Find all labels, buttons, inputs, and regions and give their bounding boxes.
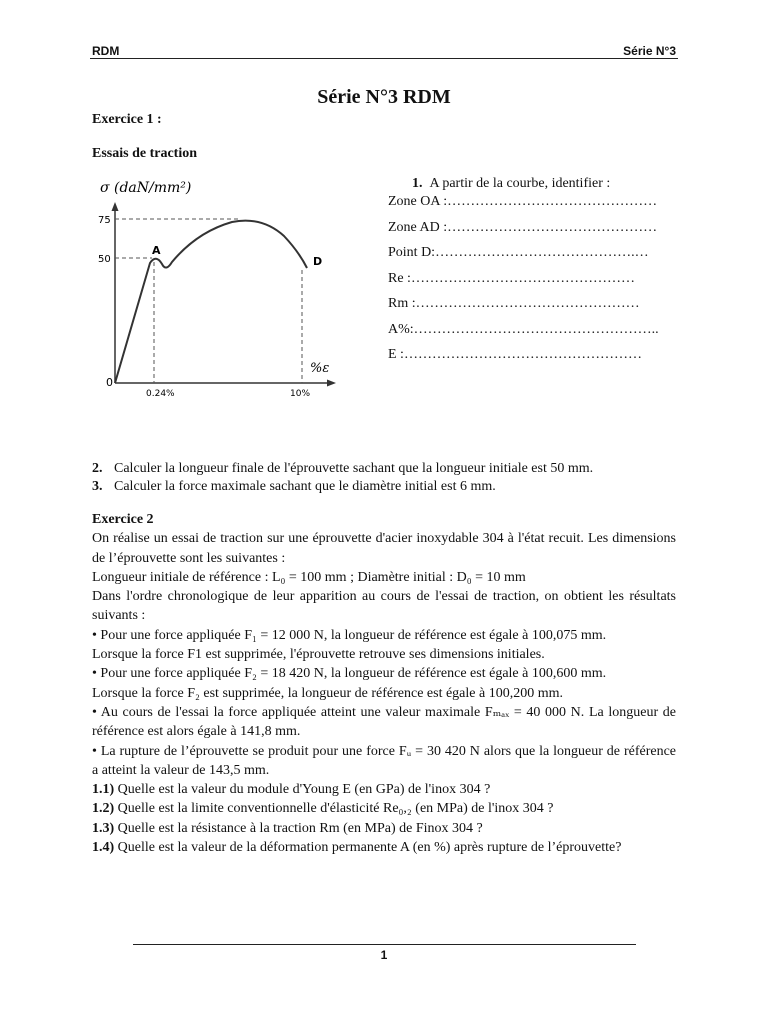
stress-strain-graph <box>92 170 342 405</box>
y-tick-50: 50 <box>98 254 111 265</box>
question3 <box>92 479 678 497</box>
header-right: Série N°3 <box>623 44 676 58</box>
question-1-4-number: 1.4) <box>92 840 115 856</box>
zone-oa-line: Zone OA :……………………………………… <box>388 194 658 209</box>
page-title: Série N°3 RDM <box>317 86 451 108</box>
x-tick-10: 10% <box>290 389 311 399</box>
stress-strain-curve <box>115 221 307 383</box>
exercise2-dimensions: Longueur initiale de référence : L₀ = 100 mm ; Diamètre initial : D₀ = 10 mm <box>92 569 526 585</box>
question-1-1-number: 1.1) <box>92 782 115 798</box>
exercise1-questions <box>92 461 678 497</box>
e-line: E :…………………………………………… <box>388 347 642 362</box>
question-1-4 <box>92 838 676 857</box>
y-axis-label: σ (daN/mm²) <box>100 180 192 196</box>
question1-text: A partir de la courbe, identifier : <box>429 176 611 191</box>
question-1-1-text: Quelle est la valeur du module d'Young E (en GPa) de l'inox 304 ? <box>114 782 491 798</box>
question2-number: 2. <box>92 461 103 476</box>
zone-ad-line: Zone AD :……………………………………… <box>388 219 658 235</box>
y-tick-0: 0 <box>106 376 113 389</box>
exercise2-heading: Exercice 2 <box>92 512 154 527</box>
point-a-label: A <box>152 244 161 257</box>
result-f1: • Pour une force appliquée F₁ = 12 000 N, la longueur de référence est égale à 100,075 mm. <box>92 627 607 643</box>
question-1-4-text: Quelle est la valeur de la déformation permanente A (en %) après rupture de l’éprouvette? <box>114 840 622 856</box>
page-number: 1 <box>380 948 388 962</box>
y-axis-arrow <box>112 202 119 211</box>
question3-text: Calculer la force maximale sachant que le diamètre initial est 6 mm. <box>114 479 496 494</box>
header-divider <box>90 58 678 59</box>
result-f1-unload: Lorsque la force F1 est supprimée, l'éprouvette retrouve ses dimensions initiales. <box>92 647 545 663</box>
question-1-2-number: 1.2) <box>92 801 115 817</box>
header-left: RDM <box>92 44 120 58</box>
exercise2-results-intro: Dans l'ordre chronologique de leur apparition au cours de l'essai de traction, on obtient les résultats suivants : <box>92 589 676 624</box>
exercise2-block <box>92 510 676 857</box>
question1-number: 1. <box>412 176 423 191</box>
question-1-2 <box>92 799 676 818</box>
rm-line: Rm :………………………………………… <box>388 296 640 311</box>
question2 <box>92 461 678 479</box>
result-fmax: • Au cours de l'essai la force appliquée atteint une valeur maximale Fₘₐₓ = 40 000 N. La longueur de référence est alors égale à 141,8 mm. <box>92 704 676 740</box>
x-tick-024: 0.24% <box>146 389 175 399</box>
question1-block <box>388 176 678 373</box>
question2-text: Calculer la longueur finale de l'éprouvette sachant que la longueur initiale est 50 mm. <box>114 461 594 476</box>
question-1-3-text: Quelle est la résistance à la traction Rm (en MPa) de Finox 304 ? <box>114 820 483 836</box>
result-f2-unload: Lorsque la force F₂ est supprimée, la longueur de référence est égale à 100,200 mm. <box>92 685 563 701</box>
x-axis-label: %ε <box>310 361 330 376</box>
exercise1-heading: Exercice 1 : <box>92 112 162 127</box>
exercise2-intro: On réalise un essai de traction sur une éprouvette d'acier inoxydable 304 à l'état recuit. Les dimensions de l’éprouvette sont les suivantes : <box>92 531 676 566</box>
question3-number: 3. <box>92 479 103 494</box>
x-axis-arrow <box>327 380 336 387</box>
question-1-3-number: 1.3) <box>92 820 115 836</box>
y-tick-75: 75 <box>98 215 111 226</box>
point-d-line: Point D:…………………………………….… <box>388 245 649 260</box>
question-1-3 <box>92 819 676 838</box>
question1-heading <box>388 176 678 192</box>
footer-divider <box>133 944 636 945</box>
exercise1-subheading: Essais de traction <box>92 146 197 161</box>
result-f2: • Pour une force appliquée F₂ = 18 420 N, la longueur de référence est égale à 100,600 mm. <box>92 666 607 682</box>
result-fu: • La rupture de l’éprouvette se produit pour une force Fᵤ = 30 420 N alors que la longueur de référence a atteint la valeur de 143,5 mm. <box>92 743 676 778</box>
point-d-label: D <box>313 255 323 268</box>
question-1-1 <box>92 780 676 799</box>
a-percent-line: A%:…………………………………………….. <box>388 321 659 337</box>
question-1-2-text: Quelle est la limite conventionnelle d'élasticité Re₀,₂ (en MPa) de l'inox 304 ? <box>114 801 554 817</box>
re-line: Re :………………………………………… <box>388 270 635 286</box>
